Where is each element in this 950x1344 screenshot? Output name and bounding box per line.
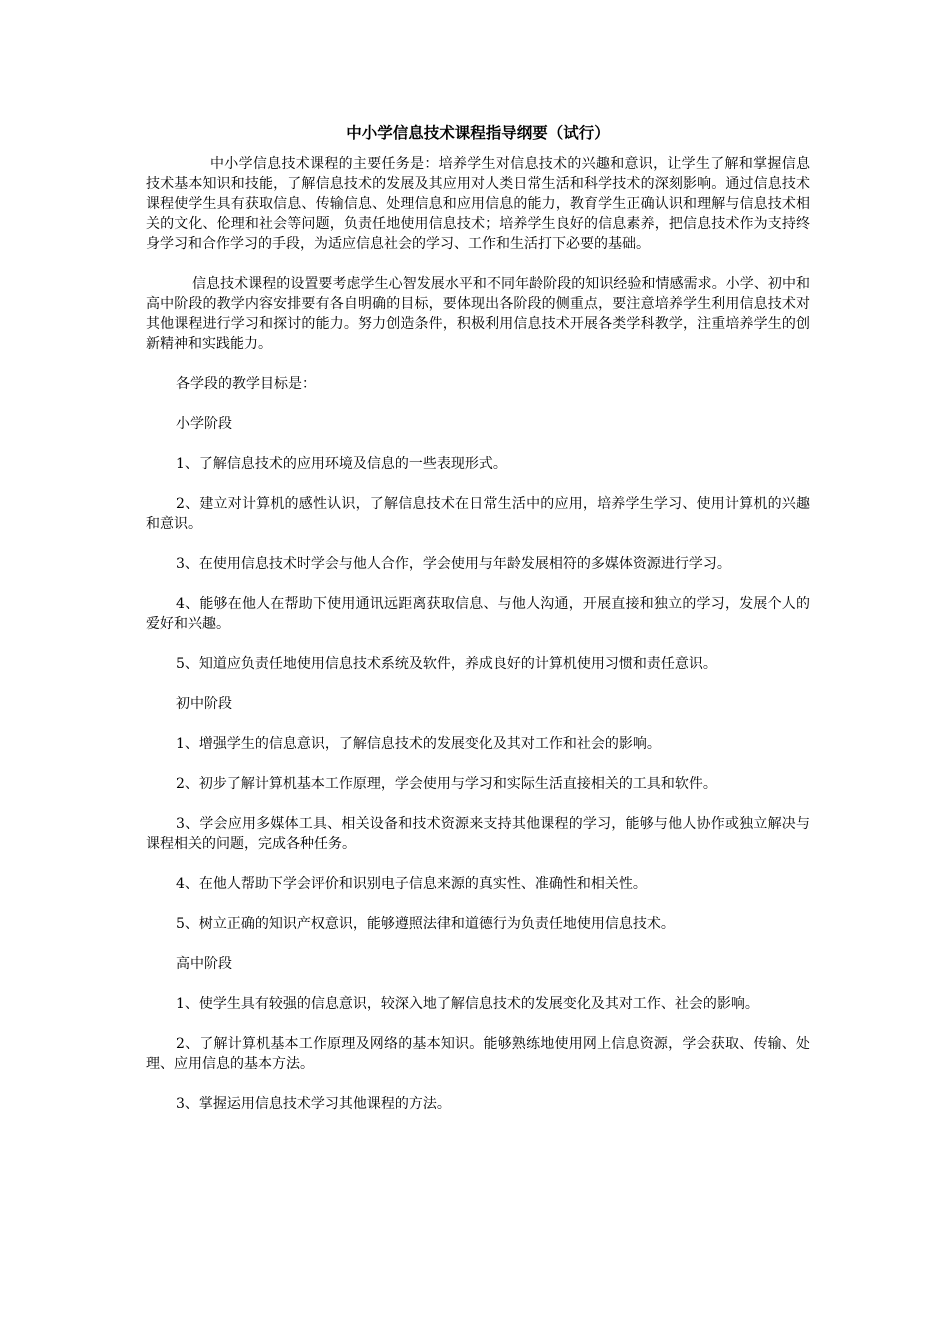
list-item: 3、学会应用多媒体工具、相关设备和技术资源来支持其他课程的学习，能够与他人协作或独立解决与课程相关的问题，完成各种任务。 bbox=[146, 816, 810, 852]
section-heading-primary: 小学阶段 bbox=[176, 416, 232, 432]
objectives-heading: 各学段的教学目标是： bbox=[176, 376, 316, 392]
document-page bbox=[146, 122, 810, 1134]
list-item: 4、能够在他人在帮助下使用通讯远距离获取信息、与他人沟通，开展直接和独立的学习，发展个人的爱好和兴趣。 bbox=[146, 596, 810, 632]
list-item: 2、初步了解计算机基本工作原理，学会使用与学习和实际生活直接相关的工具和软件。 bbox=[176, 776, 717, 792]
intro-paragraph-1: 中小学信息技术课程的主要任务是：培养学生对信息技术的兴趣和意识，让学生了解和掌握信息技术基本知识和技能，了解信息技术的发展及其应用对人类日常生活和科学技术的深刻影响。通过信息技术课程使学生具有获取信息、传输信息、处理信息和应用信息的能力，教育学生正确认识和理解与信息技术相关的文化、伦理和社会等问题，负责任地使用信息技术；培养学生良好的信息素养，把信息技术作为支持终身学习和合作学习的手段，为适应信息社会的学习、工作和生活打下必要的基础。 bbox=[146, 156, 810, 252]
list-item: 3、掌握运用信息技术学习其他课程的方法。 bbox=[176, 1096, 451, 1112]
section-heading-junior: 初中阶段 bbox=[176, 696, 232, 712]
list-item: 1、增强学生的信息意识，了解信息技术的发展变化及其对工作和社会的影响。 bbox=[176, 736, 661, 752]
intro-paragraph-2: 信息技术课程的设置要考虑学生心智发展水平和不同年龄阶段的知识经验和情感需求。小学、初中和高中阶段的教学内容安排要有各自明确的目标，要体现出各阶段的侧重点，要注意培养学生利用信息技术对其他课程进行学习和探讨的能力。努力创造条件，积极利用信息技术开展各类学科教学，注重培养学生的创新精神和实践能力。 bbox=[146, 276, 810, 352]
list-item: 5、树立正确的知识产权意识，能够遵照法律和道德行为负责任地使用信息技术。 bbox=[176, 916, 675, 932]
list-item: 2、建立对计算机的感性认识，了解信息技术在日常生活中的应用，培养学生学习、使用计算机的兴趣和意识。 bbox=[146, 496, 810, 532]
list-item: 3、在使用信息技术时学会与他人合作，学会使用与年龄发展相符的多媒体资源进行学习。 bbox=[176, 556, 731, 572]
list-item: 2、了解计算机基本工作原理及网络的基本知识。能够熟练地使用网上信息资源，学会获取、传输、处理、应用信息的基本方法。 bbox=[146, 1036, 810, 1072]
section-heading-senior: 高中阶段 bbox=[176, 956, 232, 972]
document-title: 中小学信息技术课程指导纲要（试行） bbox=[346, 123, 610, 142]
list-item: 1、了解信息技术的应用环境及信息的一些表现形式。 bbox=[176, 456, 507, 472]
list-item: 1、使学生具有较强的信息意识，较深入地了解信息技术的发展变化及其对工作、社会的影响。 bbox=[176, 996, 759, 1012]
list-item: 4、在他人帮助下学会评价和识别电子信息来源的真实性、准确性和相关性。 bbox=[176, 876, 647, 892]
list-item: 5、知道应负责任地使用信息技术系统及软件，养成良好的计算机使用习惯和责任意识。 bbox=[176, 656, 717, 672]
